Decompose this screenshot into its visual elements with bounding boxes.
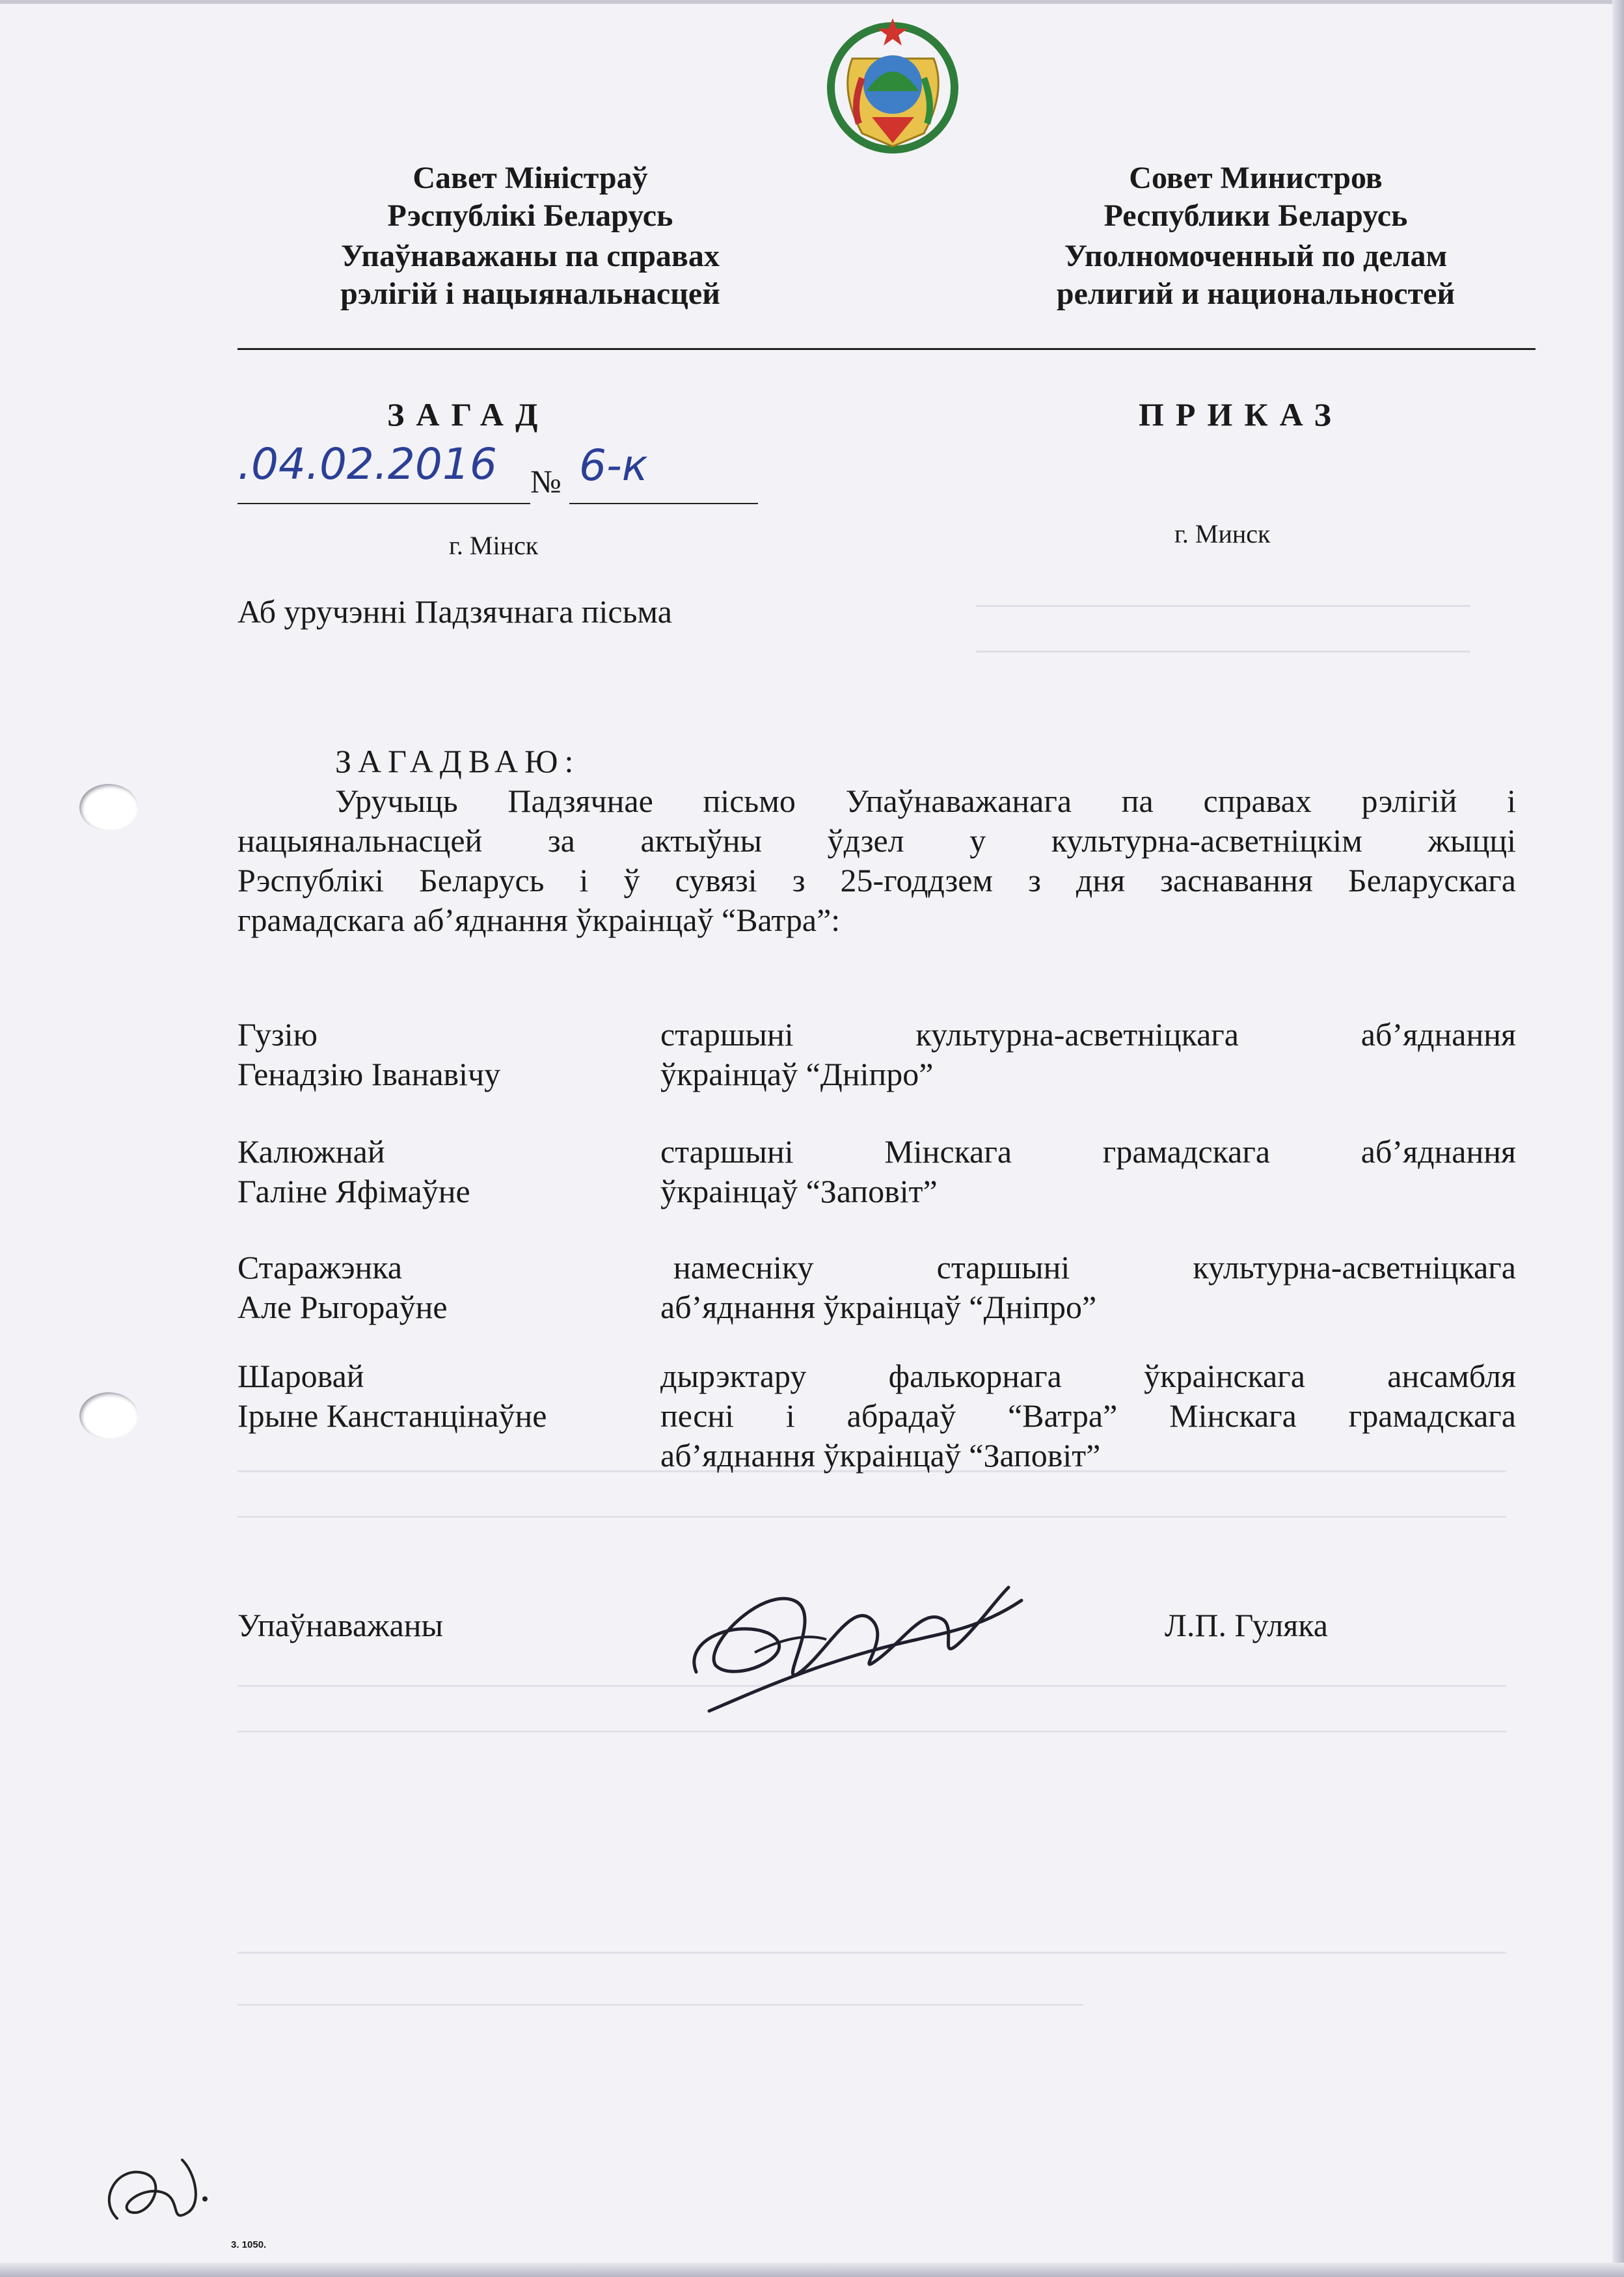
bleed-through bbox=[237, 2004, 1083, 2012]
state-emblem-icon bbox=[826, 13, 960, 156]
role-line: старшыні культурна-асветніцкага аб’яднання bbox=[660, 1016, 1516, 1053]
role-line: дырэктару фалькорнага ўкраінскага ансамбля bbox=[660, 1358, 1516, 1394]
bleed-through bbox=[237, 1731, 1506, 1739]
recipient-role bbox=[660, 1132, 1516, 1211]
bleed-through bbox=[237, 1952, 1506, 1960]
date-underline bbox=[237, 503, 530, 504]
subject-line: Аб уручэнні Падзячнага пісьма bbox=[237, 593, 672, 630]
role-line: аб’яднання ўкраінцаў “Заповіт” bbox=[660, 1437, 1101, 1474]
bleed-through bbox=[976, 651, 1470, 659]
city-by: г. Мінск bbox=[449, 531, 539, 560]
page-edge bbox=[0, 0, 1624, 4]
role-line: аб’яднання ўкраінцаў “Дніпро” bbox=[660, 1289, 1097, 1325]
doc-type-by: ЗАГАД bbox=[387, 396, 550, 433]
header-line: Упаўнаважаны па справах bbox=[341, 239, 720, 273]
header-line: Савет Міністраў bbox=[413, 161, 648, 195]
header-right-org bbox=[989, 159, 1522, 235]
order-line: нацыянальнасцей за актыўны ўдзел у культурна-асветніцкім жыцці bbox=[237, 822, 1516, 859]
punch-hole bbox=[79, 1392, 138, 1439]
recipient-given-name: Галіне Яфімаўне bbox=[237, 1173, 470, 1209]
role-line: намесніку старшыні культурна-асветніцкага bbox=[673, 1249, 1516, 1286]
recipient-surname: Старажэнка bbox=[237, 1249, 403, 1286]
order-line: Уручыць Падзячнае пісьмо Упаўнаважанага па справах рэлігій і bbox=[335, 783, 1516, 819]
bleed-through bbox=[976, 605, 1470, 613]
header-left-dept bbox=[264, 237, 797, 313]
recipient-given-name: Але Рыгораўне bbox=[237, 1289, 448, 1325]
header-line: рэлігій і нацыянальнасцей bbox=[340, 276, 720, 311]
order-paragraph bbox=[237, 781, 1516, 940]
order-line: грамадскага аб’яднання ўкраінцаў “Ватра”: bbox=[237, 902, 841, 938]
header-line: Уполномоченный по делам bbox=[1064, 239, 1448, 273]
date-handwritten: .04.02.2016 bbox=[237, 439, 497, 489]
recipient-role bbox=[660, 1248, 1516, 1327]
signatory-title: Упаўнаважаны bbox=[237, 1607, 444, 1643]
recipient-surname: Шаровай bbox=[237, 1358, 364, 1394]
role-line: ўкраінцаў “Заповіт” bbox=[660, 1173, 938, 1209]
doc-type-ru: ПРИКАЗ bbox=[1139, 396, 1343, 433]
page-edge bbox=[1612, 0, 1624, 2277]
header-line: религий и национальностей bbox=[1056, 276, 1455, 311]
header-line: Рэспублікі Беларусь bbox=[387, 198, 673, 233]
header-left-org bbox=[264, 159, 797, 235]
initials-signature-icon bbox=[91, 2140, 221, 2244]
recipient-role bbox=[660, 1015, 1516, 1094]
number-underline bbox=[569, 503, 758, 504]
role-line: ўкраінцаў “Дніпро” bbox=[660, 1056, 934, 1092]
role-line: песні і абрадаў “Ватра” Мінскага грамадскага bbox=[660, 1397, 1516, 1434]
role-line: старшыні Мінскага грамадскага аб’яднання bbox=[660, 1133, 1516, 1170]
signature-icon bbox=[657, 1561, 1048, 1731]
date-number-line bbox=[237, 439, 758, 504]
bleed-through bbox=[237, 1516, 1506, 1524]
recipient-given-name: Ірыне Канстанцінаўне bbox=[237, 1397, 547, 1434]
number-label: № bbox=[530, 463, 562, 500]
recipient-role bbox=[660, 1356, 1516, 1475]
order-line: Рэспублікі Беларусь і ў сувязі з 25-годдзем з дня заснавання Беларускага bbox=[237, 862, 1516, 898]
recipient-surname: Калюжнай bbox=[237, 1133, 385, 1170]
page-edge bbox=[0, 2263, 1624, 2277]
number-handwritten: 6-к bbox=[579, 440, 648, 491]
header-line: Совет Министров bbox=[1129, 161, 1383, 195]
header-line: Республики Беларусь bbox=[1103, 198, 1408, 233]
signatory-name: Л.П. Гуляка bbox=[1165, 1607, 1329, 1643]
punch-hole bbox=[79, 784, 138, 831]
header-right-dept bbox=[989, 237, 1522, 313]
recipient-surname: Гузію bbox=[237, 1016, 318, 1053]
footer-code: 3. 1050. bbox=[231, 2239, 267, 2250]
city-ru: г. Минск bbox=[1174, 519, 1271, 548]
order-word: ЗАГАДВАЮ: bbox=[335, 743, 580, 779]
recipient-given-name: Генадзію Іванавічу bbox=[237, 1056, 501, 1092]
header-divider bbox=[237, 348, 1536, 350]
